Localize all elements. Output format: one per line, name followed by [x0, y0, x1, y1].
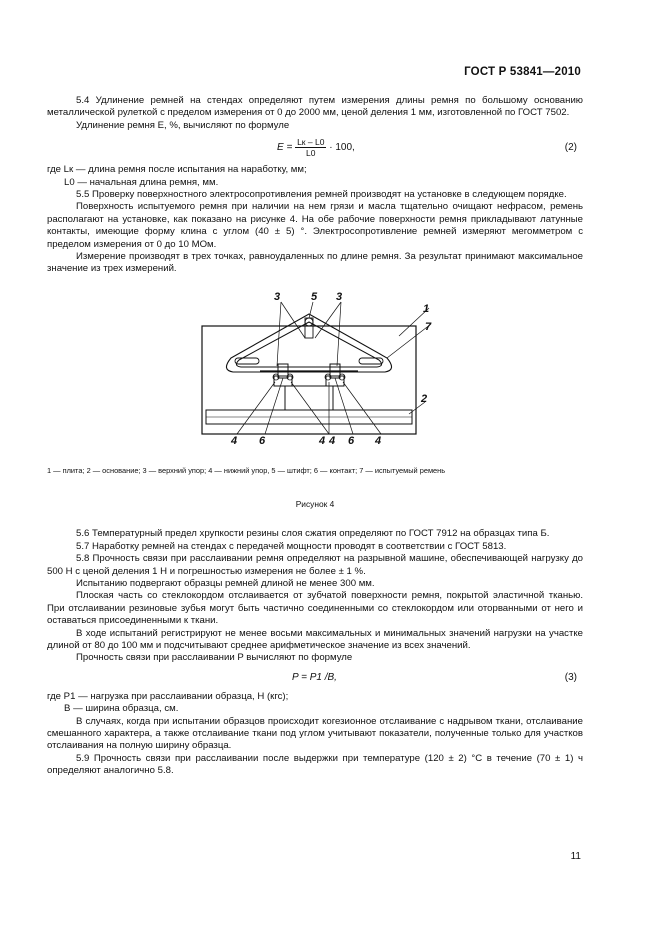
figure-title: Рисунок 4 [295, 498, 335, 509]
paragraph-5-7: 5.7 Наработку ремней на стендах с передачей мощности проводят в соответствии с ГОСТ 5813. [76, 540, 507, 552]
definition-lk [47, 164, 583, 176]
page-header-standard: ГОСТ Р 53841—2010 [464, 66, 581, 78]
paragraph-5-9: 5.9 Прочность связи при расслаивании после выдержки при температуре (120 ± 2) °С в течение (70 ± 1) ч определяют аналогично 5.8. [47, 752, 583, 777]
callout-4-c: 4 [329, 434, 336, 447]
paragraph-test-length: Испытанию подвергают образцы ремней длиной не менее 300 мм. [76, 577, 375, 589]
callout-1: 1 [423, 302, 430, 315]
paragraph-5-8: 5.8 Прочность связи при расслаивании ремня определяют на разрывной машине, обеспечивающей нагрузку до 500 Н с ценой деления 1 Н и погрешностью измерения не более ± 1 %. [47, 553, 583, 577]
test-belt-inner [236, 322, 381, 367]
formula-2-fraction [295, 137, 326, 158]
formula-2-denominator: L0 [306, 148, 316, 159]
callout-3-right: 3 [336, 290, 343, 303]
callout-2: 2 [421, 392, 428, 405]
formula-3 [47, 667, 583, 689]
plate [202, 326, 416, 434]
callout-4-b: 4 [319, 434, 326, 447]
paragraph-5-6: 5.6 Температурный предел хрупкости резины слоя сжатия определяют по ГОСТ 7912 на образцах типа Б. [76, 528, 550, 540]
definition-prefix: где [47, 164, 64, 176]
callout-4-d: 4 [375, 434, 382, 447]
paragraph-5-5-surface: Поверхность испытуемого ремня при наличии на нем грязи и масла тщательно очищают нефрасом, ремень располагают на установке, как показано на рисунке 4. На обе рабочие поверхности ремня прикладывают латунные контакты, имеющие форму клина с углом (40 ± 5) °. Электросопротивление ремней измеряют мегомметром с пределом измерения от 0 до 10 МОм. [47, 201, 583, 250]
formula-2-lhs: E = [277, 142, 293, 154]
formula-3-body: P = P1 /B, [292, 671, 337, 683]
document-body [47, 95, 583, 778]
formula-2-tail: · 100, [329, 142, 355, 154]
test-belt [226, 314, 391, 372]
callout-3-left: 3 [274, 290, 281, 303]
paragraph-registration: В ходе испытаний регистрируют не менее восьми максимальных и минимальных значений нагрузки на участке длиной от 80 до 100 мм и подсчитывают среднее арифметическое значение из всех значений. [47, 627, 583, 651]
paragraph-5-4: 5.4 Удлинение ремней на стендах определяют путем измерения длины ремня по большому основанию металлической рулеткой с пределом измерения от 0 до 2000 мм, ценой деления 1 мм, изготовленной по ГОСТ 7502. [47, 95, 583, 119]
definition-lk-text: Lк — длина ремня после испытания на наработку, мм; [63, 164, 307, 176]
formula-2 [47, 134, 583, 162]
formula-3-number: (3) [564, 671, 577, 683]
formula-2-intro: Удлинение ремня E, %, вычисляют по формуле [76, 119, 290, 131]
callout-5: 5 [311, 290, 318, 303]
callout-6-b: 6 [348, 434, 355, 447]
formula-2-numerator: Lк – L0 [297, 137, 325, 148]
paragraph-5-5-measurement: Измерение производят в трех точках, равноудаленных по длине ремня. За результат принимают максимальное значение из трех измерений. [47, 251, 583, 275]
callout-4-a: 4 [231, 434, 238, 447]
figure-4 [47, 278, 583, 488]
figure-legend: 1 — плита; 2 — основание; 3 — верхний упор; 4 — нижний упор, 5 — штифт; 6 — контакт; 7 — испытуемый ремень [47, 465, 446, 475]
definition-b: B — ширина образца, см. [64, 703, 179, 715]
definition-p1: где P1 — нагрузка при расслаивании образца, Н (кгс); [47, 690, 289, 702]
paragraph-5-5: 5.5 Проверку поверхностного электросопротивления ремней производят на установке в следующем порядке. [76, 189, 567, 201]
paragraph-cases: В случаях, когда при испытании образцов происходит когезионное отслаивание с надрывом ткани, отслаивание смешанного характера, а также отслаивание ткани под углом учитывают показатели, полученные только для участков отслаивания на полную ширину образца. [47, 715, 583, 752]
definition-l0: L0 — начальная длина ремня, мм. [64, 176, 219, 188]
formula-3-intro: Прочность связи при расслаивании P вычисляют по формуле [76, 652, 353, 664]
callout-7: 7 [425, 320, 432, 333]
figure-4-drawing [47, 278, 583, 460]
page-number: 11 [570, 851, 581, 862]
paragraph-flat-part: Плоская часть со стеклокордом отслаивается от зубчатой поверхности ремня, покрытой эластичной тканью. При отслаивании резиновые зубья могут быть частично соединенными со стеклокордом или оторванными от него и оставаться присоединенными к ткани. [47, 590, 583, 627]
formula-2-number: (2) [564, 142, 577, 154]
callout-6-a: 6 [259, 434, 266, 447]
